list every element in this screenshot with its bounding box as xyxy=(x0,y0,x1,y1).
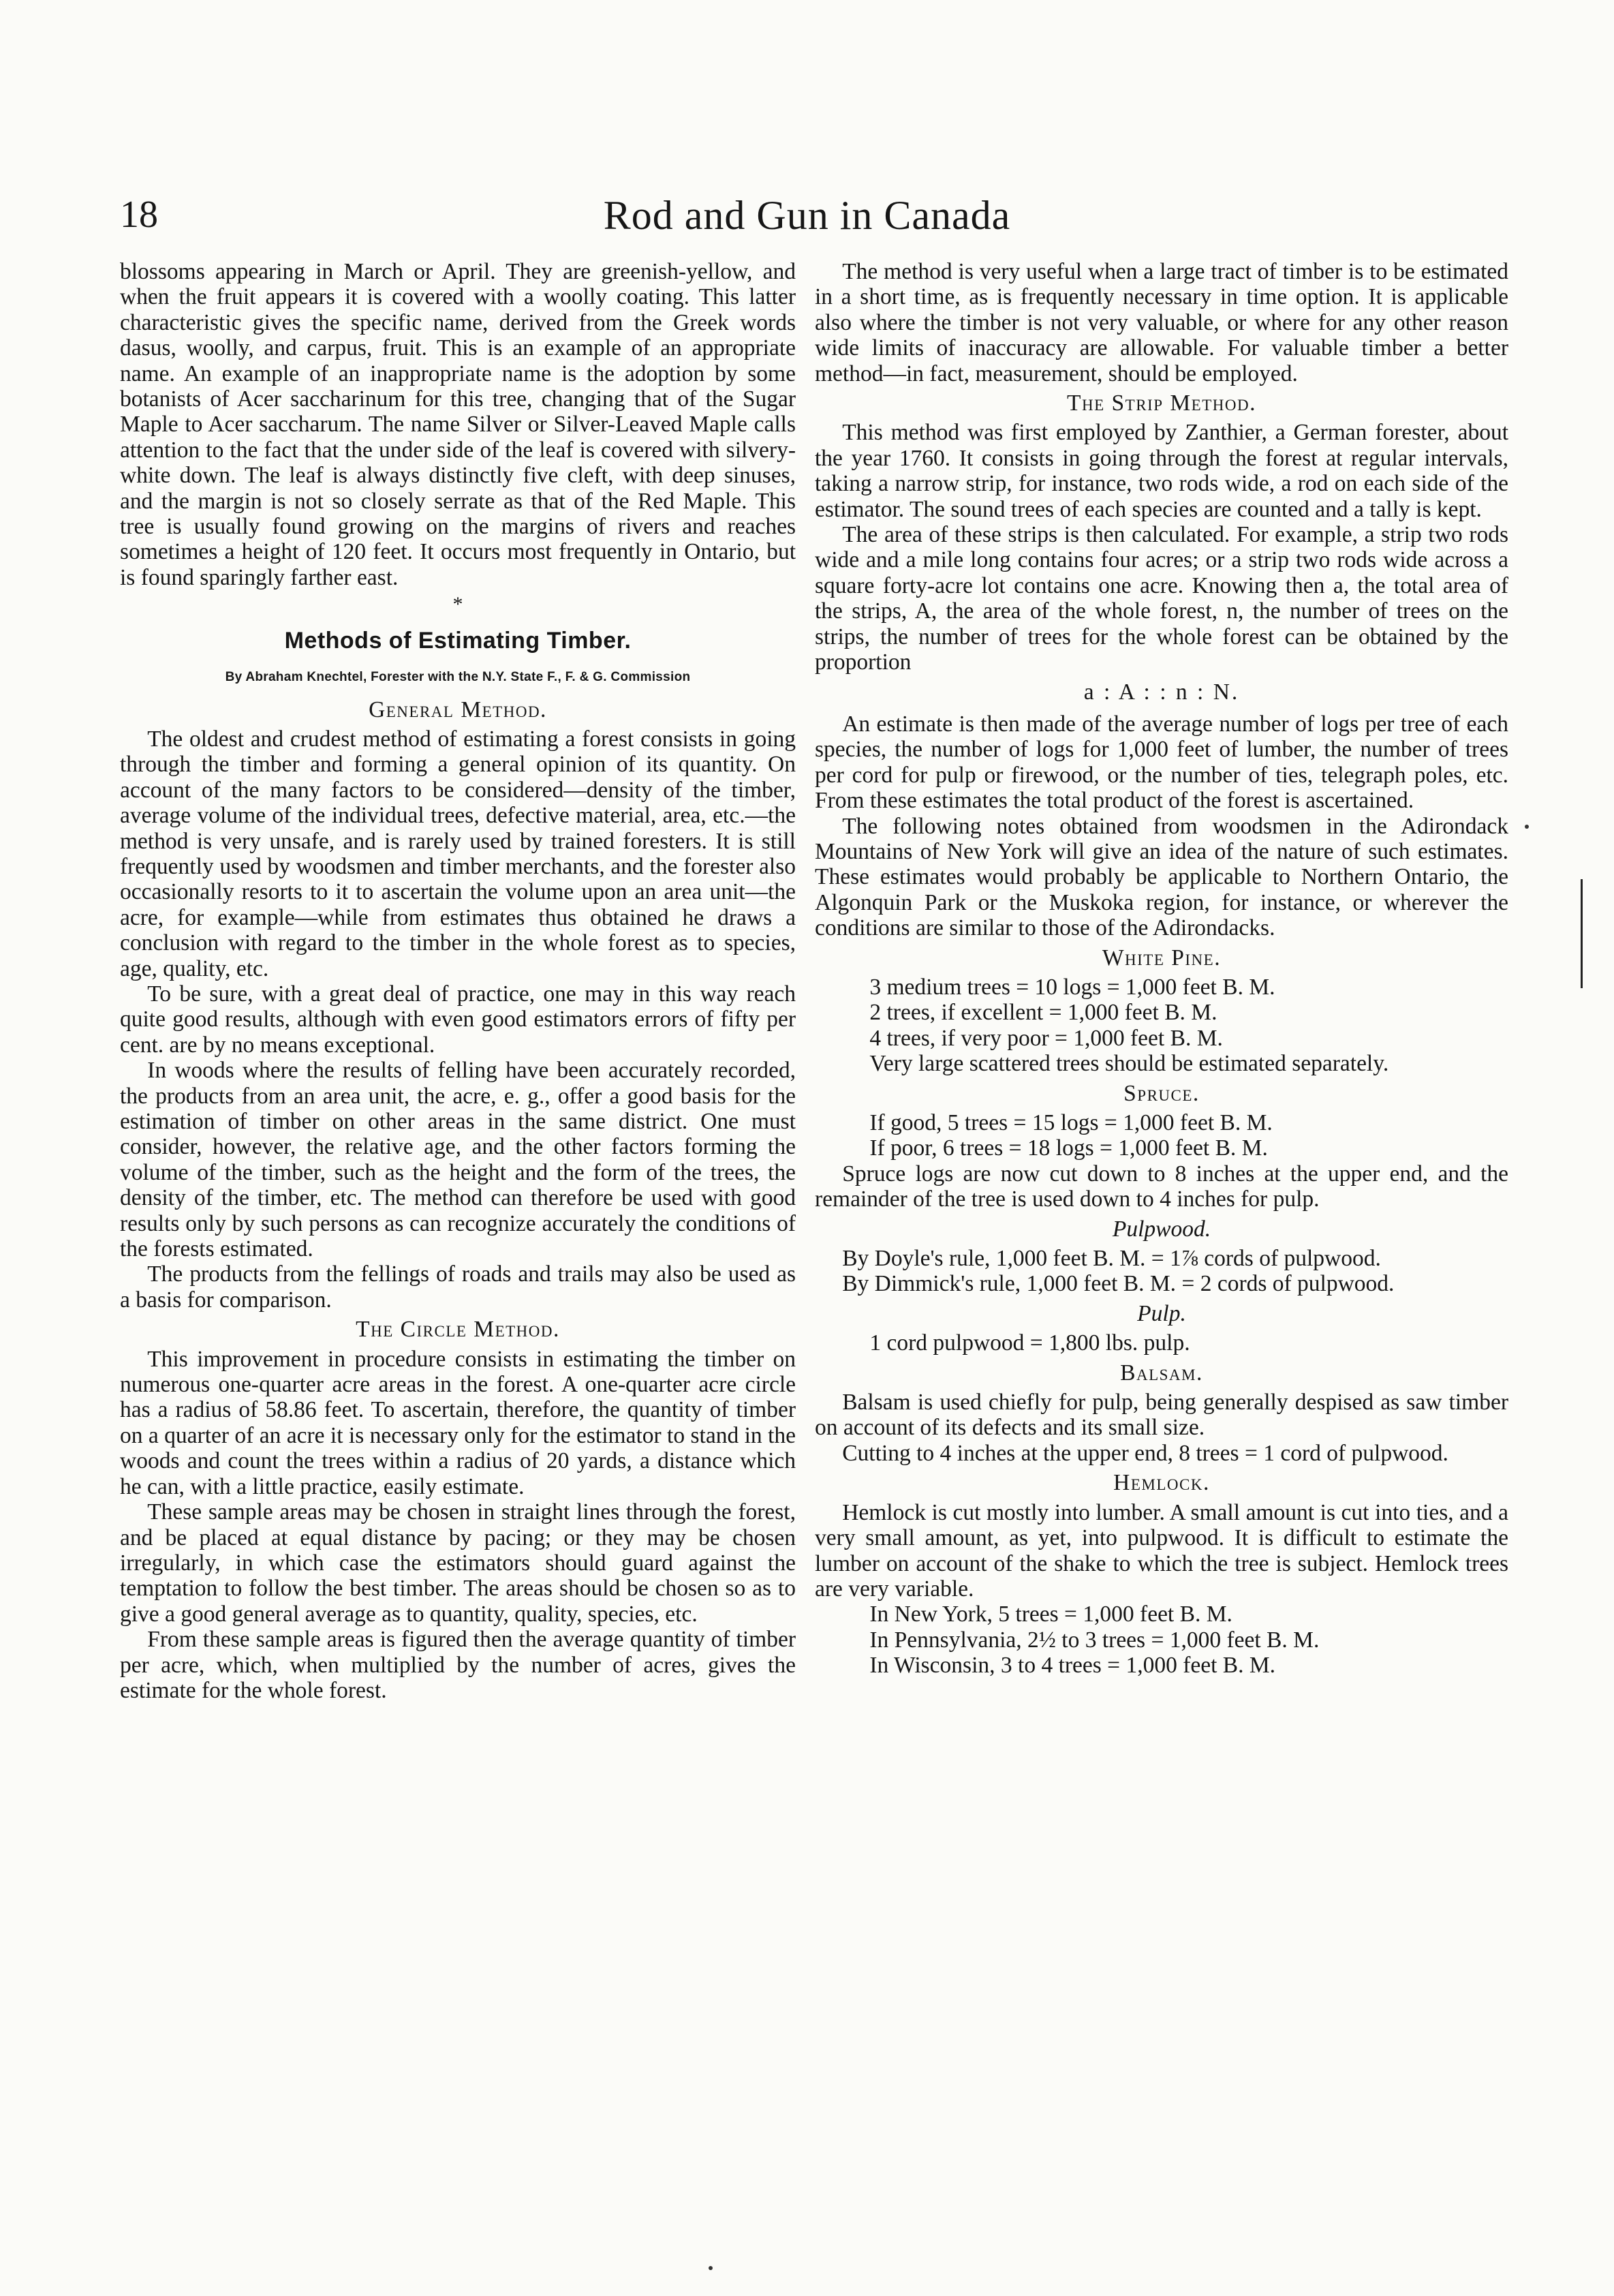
list-item: If poor, 6 trees = 18 logs = 1,000 feet B. M. xyxy=(869,1135,1268,1161)
paragraph: Spruce logs are now cut down to 8 inches at the upper end, and the remainder of the tree is used down to 4 inches for pulp. xyxy=(815,1161,1508,1212)
subheading-circle-method: The Circle Method. xyxy=(356,1317,560,1343)
left-column xyxy=(120,259,796,1703)
subheading-spruce: Spruce. xyxy=(1123,1080,1200,1106)
paragraph: Balsam is used chiefly for pulp, being generally despised as saw timber on account of its defects and its small size. xyxy=(815,1390,1508,1441)
subheading-white-pine: White Pine. xyxy=(1102,945,1222,970)
list-item: 3 medium trees = 10 logs = 1,000 feet B. M. xyxy=(869,974,1275,1000)
list-item: In Pennsylvania, 2½ to 3 trees = 1,000 feet B. M. xyxy=(869,1627,1320,1653)
subheading-pulp: Pulp. xyxy=(1137,1300,1186,1326)
paragraph: By Doyle's rule, 1,000 feet B. M. = 1⅞ cords of pulpwood. xyxy=(842,1246,1381,1272)
article-byline: By Abraham Knechtel, Forester with the N.Y. State F., F. & G. Commission xyxy=(225,670,691,685)
list-item: 4 trees, if very poor = 1,000 feet B. M. xyxy=(869,1025,1223,1051)
paragraph: Hemlock is cut mostly into lumber. A small amount is cut into ties, and a very small amount, as yet, into pulpwood. It is difficult to estimate the lumber on account of the shake to which the tree is subject. Hemlock trees are very variable. xyxy=(815,1499,1508,1602)
list-item: If good, 5 trees = 15 logs = 1,000 feet B. M. xyxy=(869,1110,1273,1135)
right-column xyxy=(815,259,1508,1679)
paragraph: This improvement in procedure consists in estimating the timber on numerous one-quarter acre areas in the forest. A one-quarter acre circle has a radius of 58.86 feet. To ascertain, therefore, the quantity of timber on a quarter of an acre it is necessary only for the estimator to stand in the woods and count the trees within a radius of 20 yards, a distance which he can, with a little practice, easily estimate. xyxy=(120,1346,796,1499)
scan-speck xyxy=(709,2266,713,2270)
intro-paragraph: blossoms appearing in March or April. They are greenish-yellow, and when the fruit appears it is covered with a woolly coating. This latter characteristic gives the specific name, derived from the Greek words dasus, woolly, and carpus, fruit. This is an example of an appropriate name. An example of an inappropriate name is the adoption by some botanists of Acer saccharinum for this tree, changing that of the Sugar Maple to Acer saccharum. The name Silver or Silver-Leaved Maple calls attention to the fact that the under side of the leaf is covered with silvery-white down. The leaf is always distinctly five cleft, with deep sinuses, and the margin is not so closely serrate as that of the Red Maple. This tree is usually found growing on the margins of rivers and reaches sometimes a height of 120 feet. It occurs most frequently in Ontario, but is found sparingly farther east. xyxy=(120,259,796,590)
paragraph: The method is very useful when a large tract of timber is to be estimated in a short time, as is frequently necessary in time option. It is applicable also where the timber is not very valuable, or where for any other reason wide limits of inaccuracy are allowable. For valuable timber a better method—in fact, measurement, should be employed. xyxy=(815,259,1508,386)
subheading-pulpwood: Pulpwood. xyxy=(1112,1216,1211,1242)
subheading-strip-method: The Strip Method. xyxy=(1067,391,1256,416)
paragraph: The area of these strips is then calculated. For example, a strip two rods wide and a mile long contains four acres; or a strip two rods wide across a square forty-acre lot contains one acre. Knowing then a, the total area of the strips, A, the area of the whole forest, n, the number of trees on the strips, the number of trees for the whole forest can be obtained by the proportion xyxy=(815,522,1508,675)
paragraph: In woods where the results of felling have been accurately recorded, the products from an area unit, the acre, e. g., offer a good basis for the estimation of timber on other areas in the same district. One must consider, however, the relative age, and the other factors forming the volume of the timber, such as the height and the form of the trees, the density of the timber, etc. The method can therefore be used with good results only by such persons as can recognize accurately the conditions of the forests estimated. xyxy=(120,1058,796,1262)
paragraph: The products from the fellings of roads and trails may also be used as a basis for comparison. xyxy=(120,1261,796,1313)
paragraph: To be sure, with a great deal of practice, one may in this way reach quite good results, although with even good estimators errors of fifty per cent. are by no means exceptional. xyxy=(120,981,796,1058)
proportion-formula: a : A : : n : N. xyxy=(1083,679,1240,705)
subheading-general-method: General Method. xyxy=(369,697,547,722)
paragraph: From these sample areas is figured then the average quantity of timber per acre, which, when multiplied by the number of acres, gives the estimate for the whole forest. xyxy=(120,1627,796,1703)
list-item: 1 cord pulpwood = 1,800 lbs. pulp. xyxy=(869,1330,1190,1356)
paragraph: These sample areas may be chosen in straight lines through the forest, and be placed at equal distance by pacing; or they may be chosen irregularly, in which case the estimators should guard against the temptation to follow the best timber. The areas should be chosen so as to give a good general average as to quantity, quality, species, etc. xyxy=(120,1499,796,1627)
paragraph: Cutting to 4 inches at the upper end, 8 trees = 1 cord of pulpwood. xyxy=(842,1440,1448,1466)
paragraph: This method was first employed by Zanthier, a German forester, about the year 1760. It consists in going through the forest at regular intervals, taking a narrow strip, for instance, two rods wide, a rod on each side of the estimator. The sound trees of each species are counted and a tally is kept. xyxy=(815,420,1508,522)
page-header xyxy=(0,0,1614,245)
list-item: 2 trees, if excellent = 1,000 feet B. M. xyxy=(869,1000,1217,1026)
list-item: In New York, 5 trees = 1,000 feet B. M. xyxy=(869,1602,1232,1627)
section-separator: * xyxy=(452,593,463,616)
paragraph: The following notes obtained from woodsmen in the Adirondack Mountains of New York will give an idea of the nature of such estimates. These estimates would probably be applicable to Northern Ontario, the Algonquin Park or the Muskoka region, for instance, or wherever the conditions are similar to those of the Adirondacks. xyxy=(815,813,1508,941)
list-item: Very large scattered trees should be estimated separately. xyxy=(869,1051,1389,1077)
margin-mark xyxy=(1581,879,1583,988)
page-number: 18 xyxy=(120,194,158,236)
paragraph: The oldest and crudest method of estimating a forest consists in going through the timber and forming a general opinion of its quantity. On account of the many factors to be considered—density of the timber, average volume of the individual trees, defective material, area, etc.—the method is very unsafe, and is rarely used by trained foresters. It is still frequently used by woodsmen and timber merchants, and the forester also occasionally resorts to it to ascertain the volume upon an area unit—the acre, for example—while from estimates thus obtained he draws a conclusion with regard to the timber in the whole forest as to species, age, quality, etc. xyxy=(120,726,796,981)
list-item: In Wisconsin, 3 to 4 trees = 1,000 feet B. M. xyxy=(869,1653,1276,1679)
scan-speck xyxy=(1525,825,1529,829)
paragraph: By Dimmick's rule, 1,000 feet B. M. = 2 cords of pulpwood. xyxy=(842,1271,1395,1297)
subheading-balsam: Balsam. xyxy=(1120,1360,1203,1386)
subheading-hemlock: Hemlock. xyxy=(1113,1470,1210,1496)
article-title: Methods of Estimating Timber. xyxy=(284,627,632,654)
running-title: Rod and Gun in Canada xyxy=(603,193,1011,238)
paragraph: An estimate is then made of the average number of logs per tree of each species, the number of logs for 1,000 feet of lumber, the number of trees per cord for pulp or firewood, or the number of ties, telegraph poles, etc. From these estimates the total product of the forest is ascertained. xyxy=(815,711,1508,814)
